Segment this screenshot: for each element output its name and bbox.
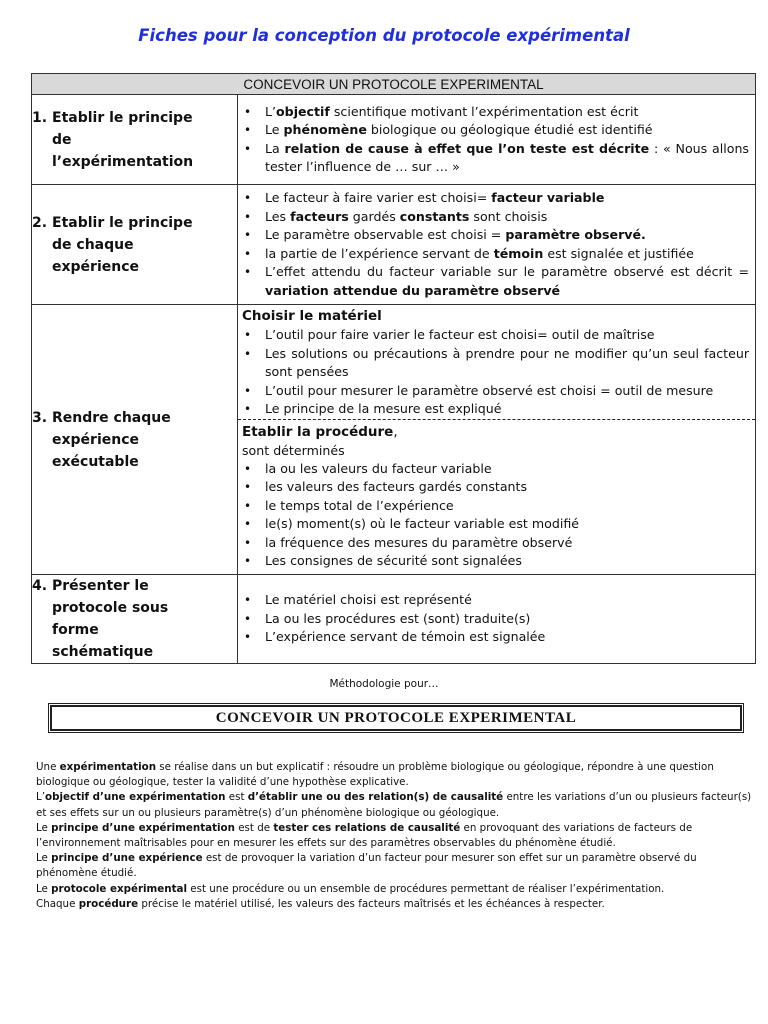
step-title-text: forme: [52, 622, 99, 638]
step-number: 2.: [32, 214, 48, 231]
bullets-cell: [238, 185, 756, 305]
bullets-cell: [238, 575, 756, 664]
list-item: [242, 400, 749, 419]
table-row: [32, 575, 756, 664]
step-title-line: [32, 429, 237, 451]
list-item: [242, 226, 749, 245]
text: en provoquant des variations de facteurs de l’environnement maîtrisables pour en mesurer les effets sur des paramètres observables du phénomène étudié.: [36, 821, 693, 850]
step-title-text: de: [52, 131, 72, 148]
bold-text: relation de cause à effet que l’on teste est décrite: [284, 140, 650, 156]
text: Le facteur à faire varier est choisi=: [265, 190, 492, 205]
bold-text: constants: [399, 208, 470, 224]
list-item: [242, 326, 749, 345]
step-title-line: [32, 407, 237, 429]
list-item: [242, 189, 749, 208]
paragraph: [36, 790, 752, 820]
text: L’: [36, 791, 46, 804]
step-title-text: exécutable: [52, 453, 139, 470]
text: la ou les valeurs du facteur variable: [265, 460, 492, 476]
bold-text: d’établir une ou des relation(s) de causalité: [247, 791, 504, 804]
bold-text: protocole expérimental: [51, 882, 187, 895]
text: est: [225, 791, 248, 804]
step-number: 3.: [32, 409, 48, 426]
list-item: [242, 515, 749, 534]
text: La: [265, 140, 285, 156]
text: Le matériel choisi est représenté: [265, 592, 472, 608]
step-title-text: de chaque: [52, 236, 134, 253]
text: est de provoquer la variation d’un facteur pour mesurer son effet sur un paramètre observé du phénomène étudié.: [36, 852, 697, 880]
step-cell: [32, 305, 238, 575]
step-title-text: l’expérimentation: [52, 153, 194, 170]
table-row: [32, 95, 756, 185]
text: L’expérience servant de témoin est signalée: [265, 629, 546, 645]
step-cell: [32, 95, 238, 185]
bold-text: variation attendue du paramètre observé: [265, 282, 561, 298]
paragraph: [36, 897, 752, 912]
text: Le: [36, 882, 52, 895]
bold-text: facteurs: [290, 208, 349, 224]
materiel-title: Choisir le matériel: [242, 308, 382, 324]
materiel-list: [238, 326, 755, 419]
box-title: CONCEVOIR UN PROTOCOLE EXPERIMENTAL: [48, 703, 744, 733]
list-item: [242, 610, 749, 629]
paragraph: [36, 882, 752, 897]
text: la partie de l’expérience servant de: [265, 245, 494, 261]
text: précise le matériel utilisé, les valeurs des facteurs maîtrisés et les échéances à respecter.: [138, 897, 605, 910]
step-title-line: [32, 234, 237, 256]
text: est de: [234, 821, 274, 834]
text: Le: [36, 821, 52, 834]
text: les valeurs des facteurs gardés constants: [265, 479, 528, 494]
list-item: [242, 345, 749, 382]
bullet-list: [238, 189, 755, 300]
step-cell: [32, 575, 238, 664]
procedure-list: [238, 460, 755, 571]
text: L’outil pour mesurer le paramètre observé est choisi = outil de mesure: [265, 382, 714, 398]
text: est signalée et justifiée: [543, 245, 694, 261]
text: scientifique motivant l’expérimentation est écrit: [329, 103, 639, 119]
step-title-line: [32, 256, 237, 278]
bullets-cell: [238, 95, 756, 185]
bold-text: tester ces relations de causalité: [273, 821, 461, 834]
step-title-line: [32, 451, 237, 473]
step-cell: [32, 185, 238, 305]
step-title-line: [32, 107, 237, 129]
material-procedure-cell: [238, 305, 756, 575]
list-item: [242, 478, 749, 497]
paragraph: [36, 851, 752, 881]
paragraph: [36, 821, 752, 851]
table-row: [32, 185, 756, 305]
definitions-text: [36, 760, 752, 912]
bold-text: principe d’une expérience: [51, 852, 203, 865]
step-title-text: Rendre chaque: [52, 409, 171, 426]
caption: Méthodologie pour…: [329, 678, 439, 690]
text: : « Nous allons tester l’influence de … sur … »: [265, 140, 749, 174]
list-item: [242, 552, 749, 571]
list-item: [242, 591, 749, 610]
bold-text: procédure: [78, 897, 139, 910]
list-item: [242, 121, 749, 140]
list-item: [242, 208, 749, 227]
bold-text: paramètre observé.: [505, 227, 646, 242]
text: Les: [265, 208, 291, 224]
bold-text: phénomène: [283, 122, 367, 137]
text: se réalise dans un but explicatif : résoudre un problème biologique ou géologique, répondre à une question biologique ou géologique, tester la validité d’une hypothèse explicative.: [36, 761, 714, 789]
step-number: 1.: [32, 109, 48, 126]
table-row: [32, 305, 756, 575]
step-title-text: Etablir le principe: [52, 109, 193, 126]
text: La ou les procédures est (sont) traduite(s): [265, 610, 531, 626]
bold-text: objectif: [276, 103, 330, 119]
procedure-title: Etablir la procédure: [242, 423, 394, 440]
list-item: [242, 382, 749, 401]
procedure-title-comma: ,: [393, 423, 398, 440]
text: Le: [36, 852, 52, 865]
text: L’: [265, 103, 277, 119]
list-item: [242, 460, 749, 479]
bold-text: facteur variable: [491, 190, 605, 205]
bold-text: expérimentation: [59, 761, 157, 773]
step-title-line: [32, 597, 237, 619]
text: Le principe de la mesure est expliqué: [265, 401, 502, 416]
text: Une: [36, 761, 60, 773]
text: Le: [265, 122, 284, 137]
text: est une procédure ou un ensemble de procédures permettant de réaliser l’expérimentation.: [187, 882, 665, 895]
bullet-list: [238, 591, 755, 647]
list-item: [242, 628, 749, 647]
text: la fréquence des mesures du paramètre observé: [265, 534, 573, 550]
procedure-title-line: [238, 422, 755, 442]
bullet-list: [238, 103, 755, 177]
text: Chaque: [36, 897, 79, 910]
text: gardés: [348, 208, 400, 224]
text: Le paramètre observable est choisi =: [265, 227, 506, 242]
list-item: [242, 263, 749, 300]
text: L’outil pour faire varier le facteur est choisi= outil de maîtrise: [265, 327, 655, 342]
list-item: [242, 497, 749, 516]
step-title-text: schématique: [52, 644, 154, 660]
dashed-divider: [238, 419, 755, 420]
bold-text: principe d’une expérimentation: [51, 821, 235, 834]
bold-text: témoin: [493, 245, 544, 261]
procedure-intro: sont déterminés: [242, 442, 345, 458]
list-item: [242, 534, 749, 553]
text: le(s) moment(s) où le facteur variable est modifié: [265, 516, 580, 531]
step-title-text: protocole sous: [52, 600, 169, 616]
text: sont choisis: [469, 208, 548, 224]
step-title-line: [32, 619, 237, 641]
protocol-table: [31, 73, 756, 664]
list-item: [242, 245, 749, 264]
text: Les consignes de sécurité sont signalées: [265, 553, 522, 568]
paragraph: [36, 760, 752, 790]
table-heading: CONCEVOIR UN PROTOCOLE EXPERIMENTAL: [32, 74, 756, 95]
step-title-line: [32, 129, 237, 151]
list-item: [242, 103, 749, 122]
step-title-text: expérience: [52, 431, 140, 448]
page-title: Fiches pour la conception du protocole expérimental: [138, 26, 630, 45]
step-title-line: [32, 641, 237, 663]
list-item: [242, 140, 749, 177]
step-title-text: expérience: [52, 258, 140, 275]
step-number: 4.: [32, 578, 48, 594]
step-title-text: Présenter le: [52, 578, 149, 594]
step-title-line: [32, 575, 237, 597]
text: le temps total de l’expérience: [265, 497, 454, 513]
step-title-text: Etablir le principe: [52, 214, 193, 231]
text: biologique ou géologique étudié est identifié: [366, 122, 653, 137]
text: Les solutions ou précautions à prendre pour ne modifier qu’un seul facteur sont pensées: [265, 345, 749, 379]
step-title-line: [32, 212, 237, 234]
text: entre les variations d’un ou plusieurs facteur(s) et ses effets sur un ou plusieurs paramètre(s) d’un phénomène biologique ou géologique.: [36, 791, 752, 819]
text: L’effet attendu du facteur variable sur le paramètre observé est décrit =: [265, 264, 749, 279]
step-title-line: [32, 151, 237, 173]
bold-text: objectif d’une expérimentation: [45, 791, 226, 804]
